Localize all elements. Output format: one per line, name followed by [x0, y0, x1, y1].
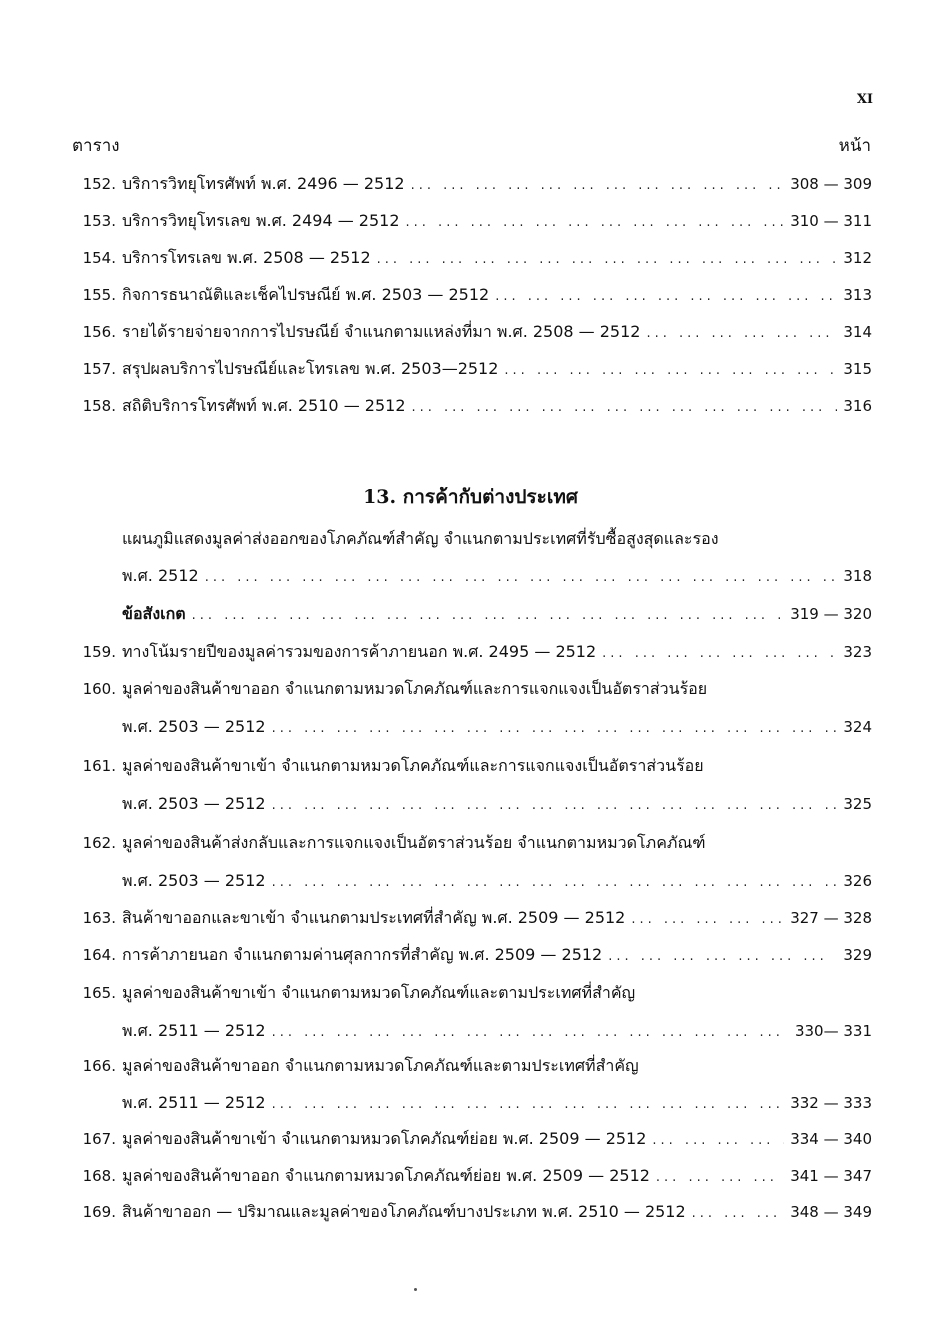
entry-page: 325 [843, 795, 872, 813]
dot-leader [646, 326, 837, 341]
entry-title: สรุปผลบริการไปรษณีย์และโทรเลข พ.ศ. 2503—2512 [122, 359, 499, 378]
entry-title: มูลค่าของสินค้าขาออก จำแนกตามหมวดโภคภัณฑ์และการแจกแจงเป็นอัตราส่วนร้อย [122, 679, 708, 698]
entry-title: พ.ศ. 2503 — 2512 [122, 794, 266, 813]
entry-title: กิจการธนาณัติและเช็คไปรษณีย์ พ.ศ. 2503 — 2512 [122, 285, 490, 304]
dot-leader [692, 1206, 785, 1221]
scan-speck [414, 1288, 417, 1291]
entry-title: มูลค่าของสินค้าขาออก จำแนกตามหมวดโภคภัณฑ์และตามประเทศที่สำคัญ [122, 1056, 639, 1075]
entry-page: 313 [843, 286, 872, 304]
toc-entry [70, 1200, 872, 1228]
entry-page: 330— 331 [794, 1022, 872, 1040]
entry-page: 314 [843, 323, 872, 341]
entry-title: มูลค่าของสินค้าขาเข้า จำแนกตามหมวดโภคภัณฑ์และการแจกแจงเป็นอัตราส่วนร้อย [122, 756, 704, 775]
entry-title: แผนภูมิแสดงมูลค่าส่งออกของโภคภัณฑ์สำคัญ จำแนกตามประเทศที่รับซื้อสูงสุดและรอง [122, 529, 719, 548]
toc-entry [70, 754, 872, 782]
entry-title: พ.ศ. 2503 — 2512 [122, 871, 266, 890]
toc-entry [70, 209, 872, 237]
dot-leader [412, 400, 838, 415]
dot-leader [205, 570, 838, 585]
dot-leader [377, 252, 838, 267]
toc-entry [70, 320, 872, 348]
entry-number: 160. [82, 680, 116, 698]
entry-page: 310 — 311 [790, 212, 872, 230]
toc-entry [70, 831, 872, 859]
toc-entry-continuation [70, 1019, 872, 1047]
dot-leader [406, 215, 785, 230]
entry-page: 329 [843, 946, 872, 964]
dot-leader [656, 1170, 784, 1185]
entry-title: ทางโน้มรายปีของมูลค่ารวมของการค้าภายนอก พ.ศ. 2495 — 2512 [122, 642, 597, 661]
section-title: 13. การค้ากับต่างประเทศ [363, 486, 578, 508]
toc-entry [70, 602, 872, 630]
toc-entry [70, 906, 872, 934]
entry-title: การค้าภายนอก จำแนกตามค่านศุลกากรที่สำคัญ พ.ศ. 2509 — 2512 [122, 945, 603, 964]
toc-entry [70, 981, 872, 1009]
dot-leader [495, 289, 837, 304]
dot-leader [272, 1097, 785, 1112]
dot-leader [272, 798, 838, 813]
toc-entry [70, 172, 872, 200]
entry-title: มูลค่าของสินค้าส่งกลับและการแจกแจงเป็นอัตราส่วนร้อย จำแนกตามหมวดโภคภัณฑ์ [122, 833, 706, 852]
entry-page: 319 — 320 [790, 605, 872, 623]
entry-number: 167. [82, 1130, 116, 1148]
entry-number: 164. [82, 946, 116, 964]
entry-title: มูลค่าของสินค้าขาออก จำแนกตามหมวดโภคภัณฑ์ย่อย พ.ศ. 2509 — 2512 [122, 1166, 650, 1185]
dot-leader [411, 178, 785, 193]
entry-number: 165. [82, 984, 116, 1002]
dot-leader [652, 1133, 784, 1148]
toc-entry [70, 283, 872, 311]
table-column-heading: ตาราง [72, 136, 120, 156]
entry-page: 332 — 333 [790, 1094, 872, 1112]
toc-entry-continuation [70, 792, 872, 820]
entry-title: มูลค่าของสินค้าขาเข้า จำแนกตามหมวดโภคภัณฑ์ย่อย พ.ศ. 2509 — 2512 [122, 1129, 647, 1148]
entry-number: 163. [82, 909, 116, 927]
entry-number: 166. [82, 1057, 116, 1075]
entry-number: 152. [82, 175, 116, 193]
entry-title: บริการวิทยุโทรศัพท์ พ.ศ. 2496 — 2512 [122, 174, 405, 193]
entry-page: 312 [843, 249, 872, 267]
entry-page: 341 — 347 [790, 1167, 872, 1185]
dot-leader [608, 949, 837, 964]
entry-title: พ.ศ. 2511 — 2512 [122, 1021, 266, 1040]
entry-title: สินค้าขาออกและขาเข้า จำแนกตามประเทศที่สำคัญ พ.ศ. 2509 — 2512 [122, 908, 626, 927]
entry-page: 323 [843, 643, 872, 661]
entry-number: 162. [82, 834, 116, 852]
entry-page: 318 [843, 567, 872, 585]
toc-entry-continuation [70, 1091, 872, 1119]
toc-entry [70, 1164, 872, 1192]
entry-title: บริการโทรเลข พ.ศ. 2508 — 2512 [122, 248, 371, 267]
entry-page: 324 [843, 718, 872, 736]
dot-leader [602, 646, 837, 661]
page-number: XI [856, 92, 873, 107]
entry-page: 308 — 309 [790, 175, 872, 193]
toc-entry-continuation [70, 715, 872, 743]
toc-entry [70, 677, 872, 705]
dot-leader [504, 363, 837, 378]
entry-title: พ.ศ. 2503 — 2512 [122, 717, 266, 736]
entry-page: 348 — 349 [790, 1203, 872, 1221]
dot-leader [272, 1025, 789, 1040]
dot-leader [631, 912, 784, 927]
entry-number: 161. [82, 757, 116, 775]
toc-entry [70, 1054, 872, 1082]
toc-entry-continuation [70, 869, 872, 897]
entry-title: ข้อสังเกต [122, 604, 186, 623]
page-column-heading: หน้า [838, 136, 871, 156]
entry-page: 334 — 340 [790, 1130, 872, 1148]
toc-entry [70, 1127, 872, 1155]
entry-page: 327 — 328 [790, 909, 872, 927]
toc-entry-continuation [70, 564, 872, 592]
entry-number: 156. [82, 323, 116, 341]
toc-entry [70, 943, 872, 971]
entry-number: 154. [82, 249, 116, 267]
entry-number: 159. [82, 643, 116, 661]
toc-entry [70, 527, 872, 555]
entry-number: 153. [82, 212, 116, 230]
entry-title: พ.ศ. 2512 [122, 566, 199, 585]
entry-title: รายได้รายจ่ายจากการไปรษณีย์ จำแนกตามแหล่งที่มา พ.ศ. 2508 — 2512 [122, 322, 641, 341]
entry-number: 157. [82, 360, 116, 378]
entry-number: 158. [82, 397, 116, 415]
dot-leader [272, 721, 838, 736]
toc-entry [70, 640, 872, 668]
toc-entry [70, 246, 872, 274]
entry-title: มูลค่าของสินค้าขาเข้า จำแนกตามหมวดโภคภัณฑ์และตามประเทศที่สำคัญ [122, 983, 636, 1002]
entry-page: 315 [843, 360, 872, 378]
entry-title: พ.ศ. 2511 — 2512 [122, 1093, 266, 1112]
entry-page: 316 [843, 397, 872, 415]
entry-number: 155. [82, 286, 116, 304]
entry-title: บริการวิทยุโทรเลข พ.ศ. 2494 — 2512 [122, 211, 400, 230]
dot-leader [272, 875, 838, 890]
entry-title: สถิติบริการโทรศัพท์ พ.ศ. 2510 — 2512 [122, 396, 406, 415]
entry-number: 168. [82, 1167, 116, 1185]
toc-entry [70, 394, 872, 422]
dot-leader [192, 608, 785, 623]
entry-page: 326 [843, 872, 872, 890]
entry-number: 169. [82, 1203, 116, 1221]
entry-title: สินค้าขาออก — ปริมาณและมูลค่าของโภคภัณฑ์บางประเภท พ.ศ. 2510 — 2512 [122, 1202, 686, 1221]
toc-entry [70, 357, 872, 385]
